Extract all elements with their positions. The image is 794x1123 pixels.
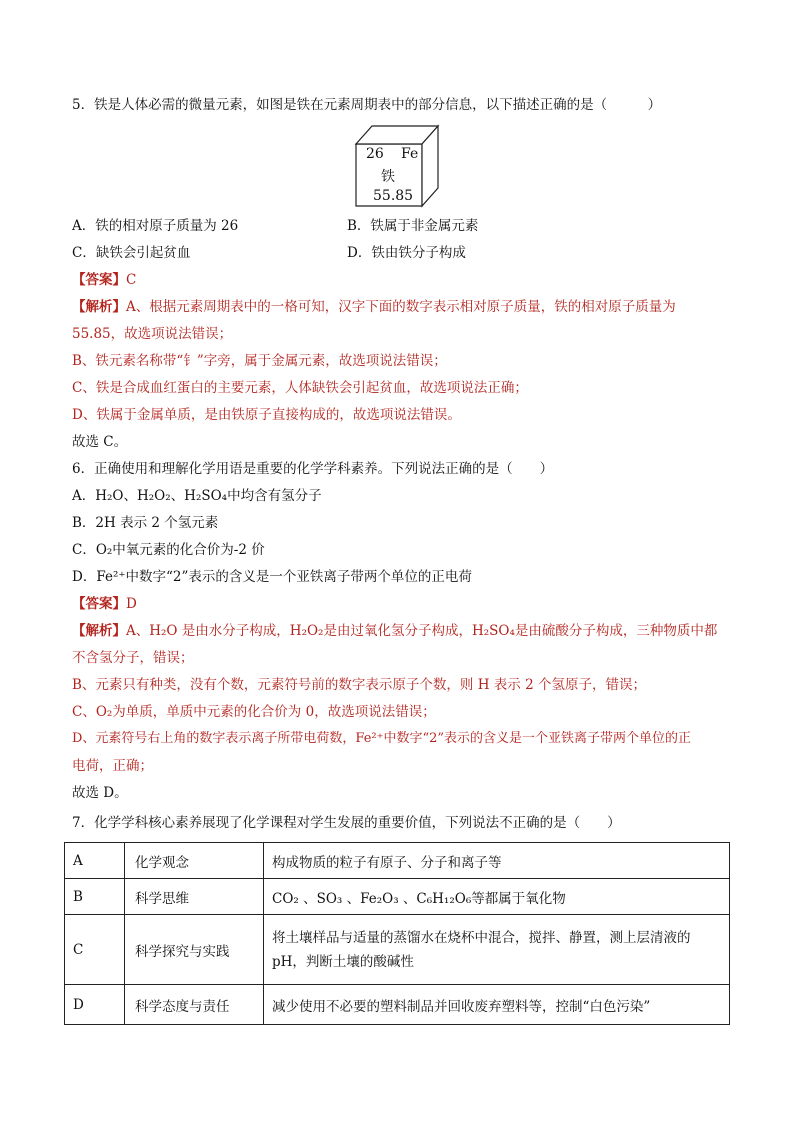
answer-tag: 【答案】 (72, 272, 126, 288)
atomic-mass: 55.85 (373, 188, 414, 204)
row-letter: C (65, 915, 125, 985)
q5-analysis-line-5: D、铁属于金属单质，是由铁原子直接构成的，故选项说法错误。 (72, 407, 461, 423)
row-content: 减少使用不必要的塑料制品并回收废弃塑料等，控制“白色污染” (264, 985, 730, 1025)
q5-option-c: C．缺铁会引起贫血 (72, 245, 191, 261)
q5-analysis-line-2: 55.85，故选项说法错误； (72, 326, 233, 342)
q5-analysis-line-1 (72, 297, 676, 317)
row-letter: B (65, 879, 125, 915)
q6-option-a: A．H₂O、H₂O₂、H₂SO₄中均含有氢分子 (72, 488, 322, 504)
row-content: 构成物质的粒子有原子、分子和离子等 (264, 843, 730, 879)
row-topic: 科学探究与实践 (125, 915, 264, 985)
table-row (65, 985, 730, 1025)
q6-conclusion: 故选 D。 (72, 785, 128, 801)
atomic-number: 26 (366, 146, 384, 162)
q6-option-b: B．2H 表示 2 个氢元素 (72, 515, 219, 531)
answer-value: C (126, 272, 137, 288)
q7-table (64, 842, 730, 1025)
q6-analysis-line-3: B、元素只有种类，没有个数，元素符号前的数字表示原子个数，则 H 表示 2 个氢原子，错误； (72, 677, 646, 693)
table-row (65, 843, 730, 879)
row-letter: D (65, 985, 125, 1025)
row-content: CO₂ 、SO₃ 、Fe₂O₃ 、C₆H₁₂O₆等都属于氧化物 (264, 879, 730, 915)
row-topic: 科学思维 (125, 879, 264, 915)
q5-option-a: A．铁的相对原子质量为 26 (72, 218, 239, 234)
q5-analysis-line-3: B、铁元素名称带“钅”字旁，属于金属元素，故选项说法错误； (72, 353, 447, 369)
analysis-text: A、根据元素周期表中的一格可知，汉字下面的数字表示相对原子质量，铁的相对原子质量为 (126, 299, 676, 315)
q7-stem: 7．化学学科核心素养展现了化学课程对学生发展的重要价值，下列说法不正确的是（ ） (72, 815, 621, 831)
table-row (65, 879, 730, 915)
analysis-tag: 【解析】 (72, 299, 126, 315)
analysis-text: A、H₂O 是由水分子构成，H₂O₂是由过氧化氢分子构成，H₂SO₄是由硫酸分子构成，三种物质中都 (126, 623, 718, 639)
element-symbol: Fe (401, 146, 419, 162)
q6-option-d: D．Fe²⁺中数字“2”表示的含义是一个亚铁离子带两个单位的正电荷 (72, 569, 472, 585)
row-topic: 科学态度与责任 (125, 985, 264, 1025)
q5-analysis-line-4: C、铁是合成血红蛋白的主要元素，人体缺铁会引起贫血，故选项说法正确； (72, 380, 528, 396)
q6-analysis-line-5: D、元素符号右上角的数字表示离子所带电荷数，Fe²⁺中数字“2”表示的含义是一个亚铁离子带两个单位的正 (72, 731, 692, 746)
q6-analysis-line-1 (72, 621, 717, 641)
row-content: 将土壤样品与适量的蒸馏水在烧杯中混合，搅拌、静置，测上层清液的 pH，判断土壤的酸碱性 (264, 915, 730, 985)
q6-answer (72, 594, 137, 614)
q6-option-c: C．O₂中氧元素的化合价为-2 价 (72, 542, 265, 558)
q6-analysis-line-2: 不含氢分子，错误； (72, 650, 194, 666)
element-name: 铁 (381, 169, 395, 185)
q6-stem: 6．正确使用和理解化学用语是重要的化学学科素养。下列说法正确的是（ ） (72, 461, 554, 477)
analysis-tag: 【解析】 (72, 623, 126, 639)
q5-answer (72, 270, 136, 290)
answer-value: D (126, 596, 137, 612)
q6-analysis-line-4: C、O₂为单质，单质中元素的化合价为 0，故选项说法错误； (72, 704, 436, 720)
q6-analysis-line-6: 电荷，正确； (72, 758, 153, 774)
row-letter: A (65, 843, 125, 879)
q5-stem: 5．铁是人体必需的微量元素，如图是铁在元素周期表中的部分信息，以下描述正确的是（ ） (72, 97, 662, 113)
q5-conclusion: 故选 C。 (72, 434, 128, 450)
q5-option-d: D．铁由铁分子构成 (347, 245, 466, 261)
q5-option-b: B．铁属于非金属元素 (347, 218, 479, 234)
table-row (65, 915, 730, 985)
row-topic: 化学观念 (125, 843, 264, 879)
answer-tag: 【答案】 (72, 596, 126, 612)
